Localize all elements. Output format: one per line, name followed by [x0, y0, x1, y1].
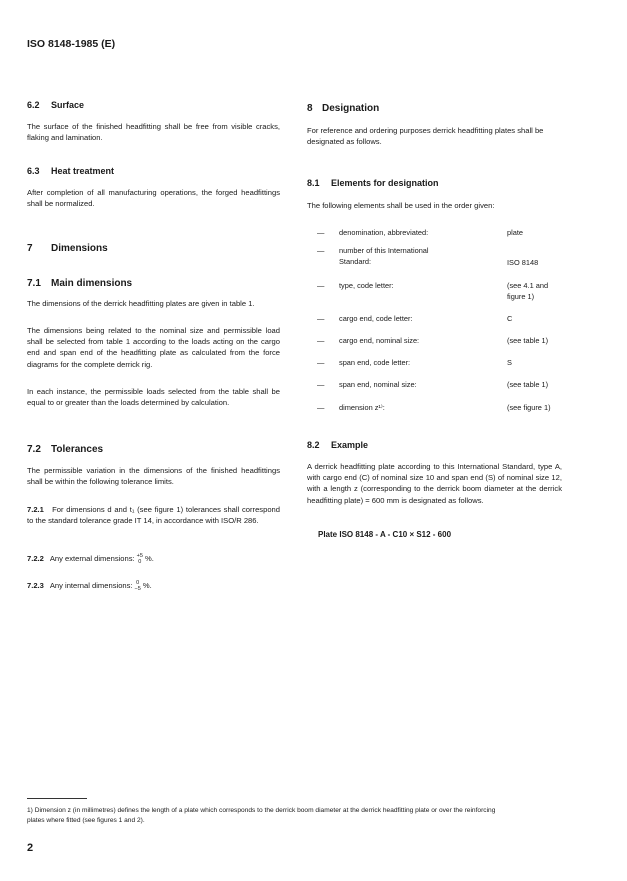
item-label: type, code letter:	[339, 281, 394, 290]
dash: —	[317, 314, 325, 323]
document-header: ISO 8148-1985 (E)	[27, 38, 116, 50]
heading-7-2	[27, 444, 280, 455]
tolerance-fraction	[135, 580, 141, 592]
paragraph-7-1-3: In each instance, the permissible loads selected from the table shall be equal to or greater than the loads determined by calculation.	[27, 387, 280, 408]
heading-8-2	[307, 440, 585, 450]
dash: —	[317, 380, 325, 389]
section-number: 7	[27, 243, 33, 254]
dash: —	[317, 358, 325, 367]
section-title: Elements for designation	[331, 178, 439, 188]
subsection-text: Any external dimensions:	[49, 554, 135, 563]
section-number: 8.2	[307, 440, 320, 450]
item-label: denomination, abbreviated:	[339, 228, 429, 237]
paragraph-surface: The surface of the finished headfitting shall be free from visible cracks, flaking and lamination.	[27, 122, 280, 143]
section-number: 6.3	[27, 166, 40, 176]
paragraph-example: A derrick headfitting plate according to this International Standard, type A, with cargo end (C) of nominal size 10 and span end (S) of nominal size 12, with a length z (corresponding to the derrick boom diameter at the derrick headfitting plate) = 600 mm is designated as follows.	[307, 462, 562, 505]
dash: —	[317, 403, 325, 412]
section-title: Heat treatment	[51, 166, 115, 176]
item-label: span end, code letter:	[339, 358, 411, 367]
page-number: 2	[27, 842, 34, 854]
subsection-number: 7.2.3	[27, 581, 44, 590]
dash: —	[317, 336, 325, 345]
item-value: ISO 8148	[507, 258, 539, 267]
item-value: (see table 1)	[507, 380, 549, 389]
item-label: span end, nominal size:	[339, 380, 417, 389]
heading-8-1	[307, 178, 585, 188]
paragraph-elements-intro: The following elements shall be used in the order given:	[307, 201, 495, 210]
tolerance-fraction	[137, 553, 143, 565]
item-value: S	[507, 358, 512, 367]
subsection-text: For dimensions d and t₁ (see figure 1) tolerances shall correspond to the standard tolerance grade IT 14, in accordance with ISO/R 286.	[27, 505, 280, 526]
tolerance-unit: %.	[142, 581, 152, 590]
item-label: cargo end, nominal size:	[339, 336, 420, 345]
paragraph-7-1-1: The dimensions of the derrick headfitting plates are given in table 1.	[27, 299, 255, 308]
heading-8	[307, 103, 585, 114]
heading-7	[27, 243, 280, 254]
dash: —	[317, 281, 325, 290]
item-label: dimension z¹⁾:	[339, 403, 385, 412]
paragraph-7-2-3	[27, 580, 280, 592]
item-label: number of this International Standard:	[339, 246, 429, 266]
tolerance-upper: 0	[136, 580, 140, 586]
paragraph-7-2-1	[27, 504, 280, 526]
item-value: (see 4.1 and figure 1)	[507, 281, 549, 301]
subsection-text: Any internal dimensions:	[49, 581, 133, 590]
section-number: 8.1	[307, 178, 320, 188]
item-value: (see table 1)	[507, 336, 549, 345]
paragraph-7-2-2	[27, 553, 280, 565]
subsection-number: 7.2.2	[27, 554, 44, 563]
section-title: Surface	[51, 100, 85, 110]
tolerance-unit: %.	[144, 554, 154, 563]
heading-6-2	[27, 100, 280, 110]
footnote-divider	[27, 798, 87, 799]
section-number: 7.2	[27, 444, 41, 455]
section-title: Example	[331, 440, 369, 450]
section-number: 8	[307, 103, 313, 114]
tolerance-lower: −5	[134, 586, 141, 592]
item-value: C	[507, 314, 513, 323]
paragraph-tolerances: The permissible variation in the dimensions of the finished headfittings shall be within the following tolerance limits.	[27, 466, 280, 487]
paragraph-7-1-2: The dimensions being related to the nominal size and permissible load shall be selected from table 1 according to the loads acting on the cargo end and span end of the headfitting plate as calculated from the force diagrams for the complete derrick rig.	[27, 326, 280, 369]
paragraph-heat-treatment: After completion of all manufacturing operations, the forged headfittings shall be normalized.	[27, 188, 280, 209]
section-title: Dimensions	[51, 243, 108, 254]
heading-7-1	[27, 278, 280, 289]
heading-6-3	[27, 166, 280, 176]
section-title: Main dimensions	[51, 278, 133, 289]
item-value: (see figure 1)	[507, 403, 551, 412]
designation-example: Plate ISO 8148 - A - C10 × S12 - 600	[318, 530, 452, 539]
footnote: 1) Dimension z (in millimetres) defines the length of a plate which corresponds to the derrick boom diameter at the derrick headfitting plate or over the reinforcing plates where fitted (see figures 1 and 2).	[27, 807, 496, 824]
item-label: cargo end, code letter:	[339, 314, 413, 323]
section-number: 7.1	[27, 278, 41, 289]
tolerance-lower: 0	[138, 559, 142, 565]
dash: —	[317, 228, 325, 237]
dash: —	[317, 246, 325, 255]
tolerance-upper: +5	[136, 553, 143, 559]
item-value: plate	[507, 228, 524, 237]
paragraph-designation: For reference and ordering purposes derrick headfitting plates shall be designated as follows.	[307, 126, 544, 147]
section-number: 6.2	[27, 100, 40, 110]
subsection-number: 7.2.1	[27, 505, 44, 514]
section-title: Designation	[322, 103, 380, 114]
section-title: Tolerances	[51, 444, 104, 455]
